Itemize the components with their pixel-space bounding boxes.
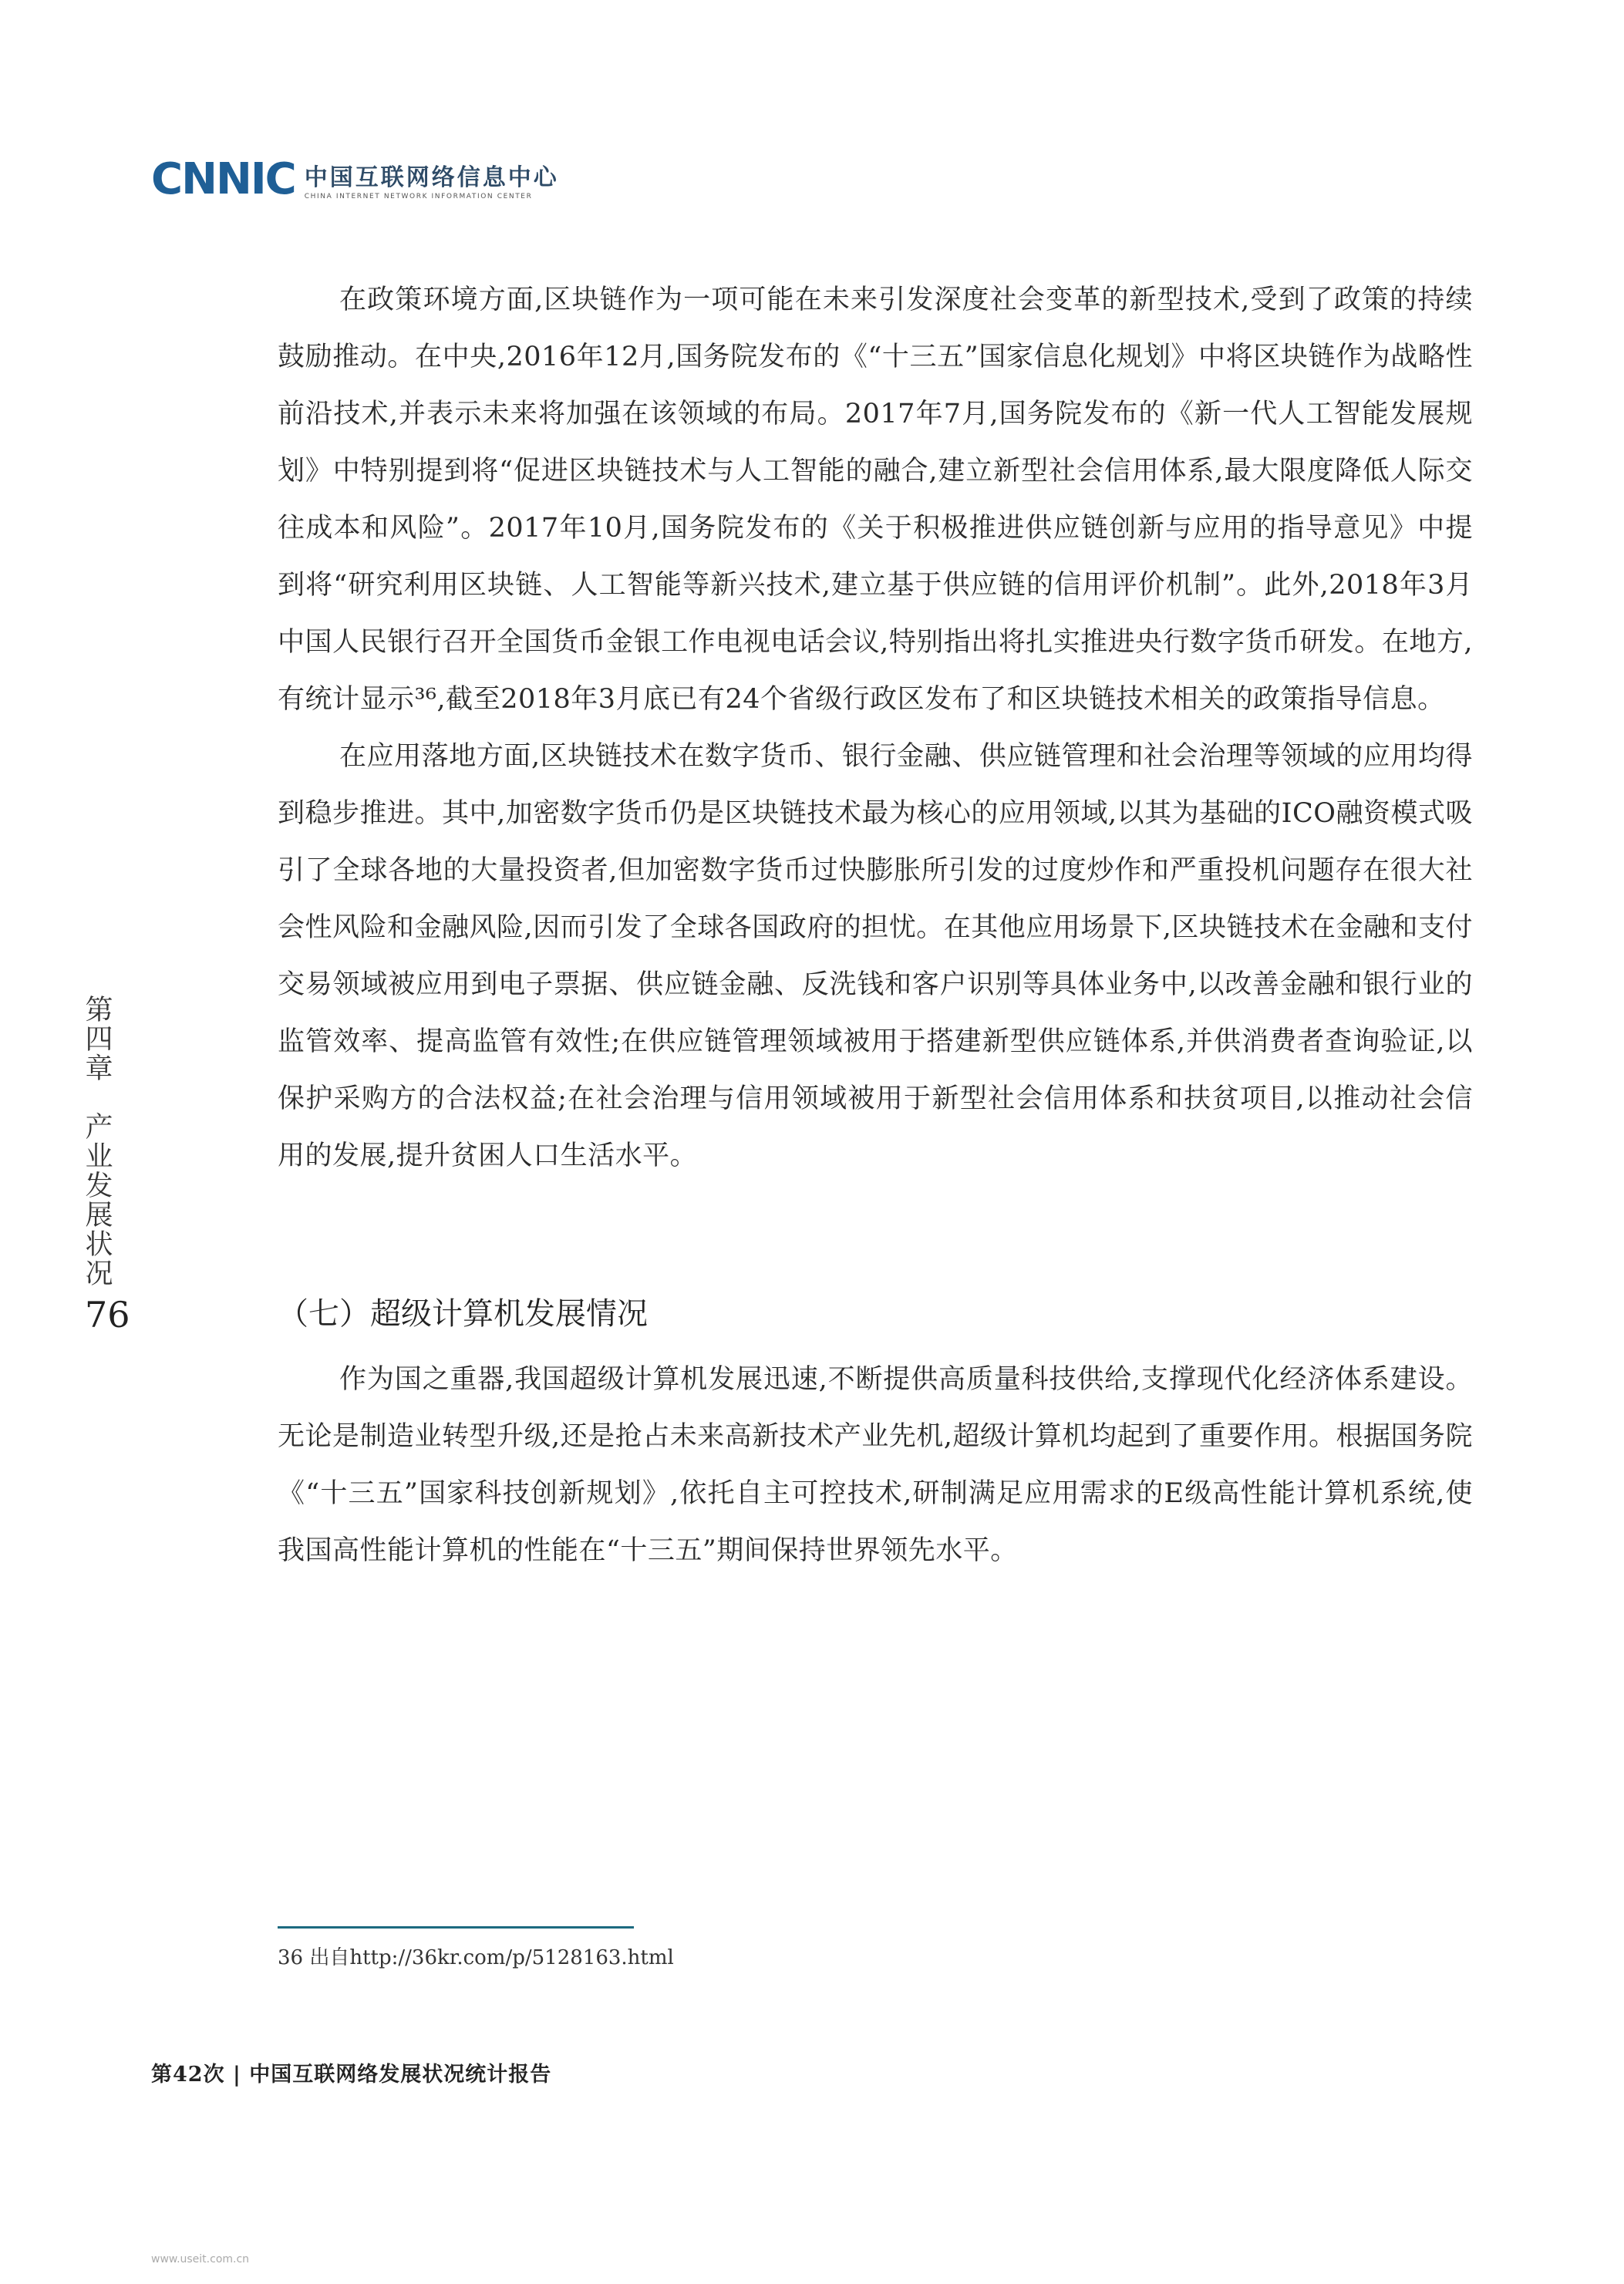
footnote: 36 出自http://36kr.com/p/5128163.html bbox=[278, 1946, 674, 1969]
logo-mark: CNNIC bbox=[151, 154, 295, 204]
org-name-cn: 中国互联网络信息中心 bbox=[304, 164, 559, 191]
report-footer: 第42次 | 中国互联网络发展状况统计报告 bbox=[151, 2063, 552, 2087]
paragraph-policy: 在政策环境方面,区块链作为一项可能在未来引发深度社会变革的新型技术,受到了政策的持续鼓励推动。在中央,2016年12月,国务院发布的《“十三五”国家信息化规划》中将区块链作为战略性前沿技术,并表示未来将加强在该领域的布局。2017年7月,国务院发布的《新一代人工智能发展规划》中特别提到将“促进区块链技术与人工智能的融合,建立新型社会信用体系,最大限度降低人际交往成本和风险”。2017年10月,国务院发布的《关于积极推进供应链创新与应用的指导意见》中提到将“研究利用区块链、人工智能等新兴技术,建立基于供应链的信用评价机制”。此外,2018年3月中国人民银行召开全国货币金银工作电视电话会议,特别指出将扎实推进央行数字货币研发。在地方,有统计显示³⁶,截至2018年3月底已有24个省级行政区发布了和区块链技术相关的政策指导信息。 bbox=[278, 285, 1473, 715]
policy-section bbox=[278, 271, 1473, 1184]
cnnic-logo bbox=[151, 154, 559, 204]
footnote-divider bbox=[278, 1926, 634, 1929]
section-title: （七）超级计算机发展情况 bbox=[278, 1296, 648, 1332]
chapter-label: 第四章 产业发展状况 bbox=[81, 995, 113, 1288]
watermark: www.useit.com.cn bbox=[151, 2253, 250, 2265]
page-number: 76 bbox=[85, 1294, 130, 1336]
org-name-en: CHINA INTERNET NETWORK INFORMATION CENTER bbox=[304, 193, 533, 200]
paragraph-supercomputer: 作为国之重器,我国超级计算机发展迅速,不断提供高质量科技供给,支撑现代化经济体系建设。无论是制造业转型升级,还是抢占未来高新技术产业先机,超级计算机均起到了重要作用。根据国务院《“十三五”国家科技创新规划》,依托自主可控技术,研制满足应用需求的E级高性能计算机系统,使我国高性能计算机的性能在“十三五”期间保持世界领先水平。 bbox=[278, 1364, 1473, 1566]
supercomputer-section bbox=[278, 1351, 1473, 1579]
logo-text bbox=[305, 158, 559, 200]
paragraph-applications: 在应用落地方面,区块链技术在数字货币、银行金融、供应链管理和社会治理等领域的应用均得到稳步推进。其中,加密数字货币仍是区块链技术最为核心的应用领域,以其为基础的ICO融资模式吸引了全球各地的大量投资者,但加密数字货币过快膨胀所引发的过度炒作和严重投机问题存在很大社会性风险和金融风险,因而引发了全球各国政府的担忧。在其他应用场景下,区块链技术在金融和支付交易领域被应用到电子票据、供应链金融、反洗钱和客户识别等具体业务中,以改善金融和银行业的监管效率、提高监管有效性;在供应链管理领域被用于搭建新型供应链体系,并供消费者查询验证,以保护采购方的合法权益;在社会治理与信用领域被用于新型社会信用体系和扶贫项目,以推动社会信用的发展,提升贫困人口生活水平。 bbox=[278, 741, 1473, 1171]
